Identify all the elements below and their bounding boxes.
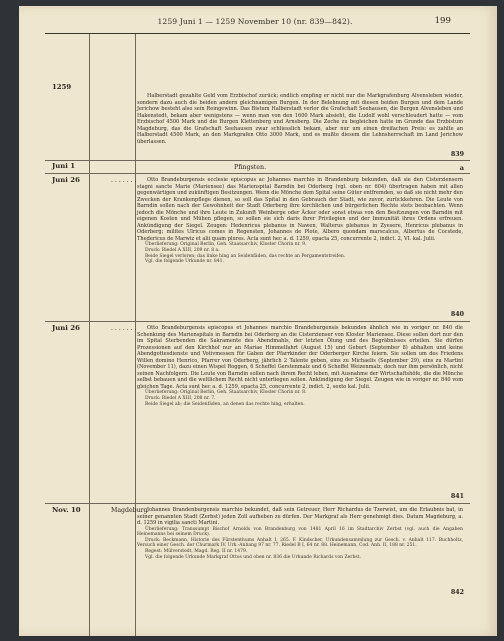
entry-date: Juni 1 (52, 162, 76, 170)
entry-841-body (137, 325, 463, 407)
book-page (19, 6, 497, 636)
place-column-divider (135, 34, 136, 636)
entry-note: Beide Siegel verloren; das linke hing an Seidenfäden, das rechte an Pergamentstreifen. (145, 253, 346, 259)
entry-842-body (137, 507, 463, 560)
entry-paragraph: Johannes Brandenburgensis marchio bekundet, daß sein Getreuer, Herr Richardus de Tzerwist, um die Erlaubnis bat, in seiner genannten Stadt (Zerbst) jeden Zoll aufheben zu dürfen. Der Markgraf als Herr genehmigt dies. Datum Magdeburg, a. d. 1259 in vigilia sancti Martini. (137, 507, 463, 527)
entry-note: Vgl. die folgende Urkunde Markgraf Ottos und oben nr. 836 die Urkunde Richards von Zerbst. (145, 554, 361, 560)
entry-840-body (137, 177, 463, 265)
entry-paragraph: Otto Brandeburgensis episcopus et Johannes marchio Brandeburgensis bekunden ähnlich wie in voriger nr. 840 die Schenkung des Marienspitals in Barndin bei Oderberg an die Cisterzienser von Kloster Mariensee. Diese sollen dort nur den im Spital Sterbenden die Sakramente des Abendmahls, der letzten Ölung und des Begräbnisses erteilen. Sie dürfen Prozessionen auf den Kirchhof nur an Mariae Himmelfahrt (August 15) und Geburt (September 8) abhalten und keine Abendgottesdienste und Votivmessen für Gaben der Pfarrkinder der Oderberger Kirche feiern. Sie sollen um des Friedens Willen domino Henrico, Pfarrer von Oderberg, jährlich 2 Talente geben, eins zu Michaelis (September 29), eins zu Martini (November 11), dazu einen Wispel Roggen, 6 Scheffel Gerstenmalz und 6 Scheffel Weizenmalz, doch nur ihm persönlich, nicht seinen Nachfolgern. Die Leute von Barndin sollen nach ihrem Recht leben, mit Ausnahme der Wirtschaftshöfe, die die Mönche selbst bebauen und die weltlichem Recht nicht unterliegen sollen. Ankündigung der Siegel. Zeugen wie in voriger nr. 840 vom gleichen Tage. Acta sunt hec a. d. 1259, epacta 25, concurrente 2, indict. 2, sexto kal. Julii. (137, 325, 463, 390)
entry-paragraph: Otto Brandeburgensis ecclesie episcopus ac Johannes marchio in Brandenburg bekunden, daß sie den Cisterziensern stagni sancte Marie (Mariensee) das Marienspital Barndin bei Oderberg (vgl. oben nr. 604) übertragen haben mit allen gegenwärtigen und zukünftigen Besitzungen. Wenn die Mönche dem Spital seine Güter entfremden, so daß sie nicht mehr den Zwecken der Krankenpflege dienen, so soll das Spital in den Gebrauch der Stadt, wie zuvor, zurückkehren. Die Leute von Barndin sollen nach der Gewohnheit der Stadt Oderberg ihre kirchlichen und bürgerlichen Rechte stets beobachten. Wenn jedoch die Mönche und ihre Leute in Zukunft Weinberge oder Äcker oder sonst etwas von den Besitzungen von Barndin mit eigenen Kosten und Mühen pflegen, so sollen sie sich daris ihrer Privilegien und der Immunität ihres Ordens erfreuen. Ankündigung der Siegel. Zeugen: Hedenricus plebanus in Nawen, Walterus plebanus in Zyesere, Henricus plebanus in Oderberg; milites Ulricus comes in Regensten, Johannes de Plote, Albero quondam marscalcus, Albertus de Cocstede, Thedericus de Marwiz et alii quam plures. Acta sunt hec a. d. 1259, epacta 25, concurrente 2, indict. 2, VI. kal. Julii. (137, 177, 463, 242)
running-header (19, 17, 497, 31)
page-number: 199 (434, 16, 451, 26)
entry-839-body (137, 93, 463, 145)
entry-separator (45, 503, 470, 504)
header-rule (45, 33, 470, 34)
entry-note: Überlieferung: Transsumpt Bischof Arnolds von Brandenburg von 1481 April 16 im Stadtarchiv Zerbst (vgl. auch die Angaben Heinemanns bei seinem Druck). (137, 526, 463, 538)
entry-number: a (459, 164, 464, 172)
entry-place: . . . . . . . (111, 325, 137, 332)
entry-separator (45, 160, 470, 161)
entry-date: Nov. 10 (52, 506, 81, 514)
entry-number: 840 (450, 311, 464, 318)
entry-separator (45, 173, 470, 174)
entry-note: Beide Siegel ab; die Seidenfäden, an denen das rechte hing, erhalten. (145, 401, 305, 407)
entry-date: 1259 (52, 83, 72, 91)
entry-number: 839 (450, 151, 464, 158)
entry-note: Regest: Mülverstedt, Magd. Reg. II nr. 1479. (145, 549, 248, 555)
entry-number: 842 (450, 589, 464, 596)
entry-note: Druck: Riedel A XIII, 208 nr. 7. (145, 396, 216, 402)
entry-note: Druck: Riedel A XIII, 209 nr. 8 a. (145, 248, 220, 254)
entry-place: Magdeburg (111, 507, 148, 514)
entry-paragraph: Halberstadt gezahlte Geld vom Erzbischof zurück; endlich empfing er nicht nur die Markgrafenburg Alvensleben wieder, sondern dazu auch die beiden andern gleichnamigen Burgen. In der Belehnung mit diesen beiden Burgen und dem Lande Jerichow besteht also sein Reingewinn. Das Bistum Halberstadt verlor die Grafschaft Seehausen, die Burgen Alvensleben und Hakenstedt, bekam aber wenigstens — wenn man von den 1600 Mark absieht, die Ludolf wohl verschleudert hatte — vom Erzbischof 4500 Mark und die Burgen Klettenberg und Arnsberg. Die Zeche zu begleichen hatte im Grunde das Erzbistum Magdeburg, das die Grafschaft Seehausen zwar schliesslich bekam, aber nur um einen dreifachen Preis: es zahlte an Halberstadt 4500 Mark, an den Markgrafen Otto 3000 Mark, und es mußte diesem die Lehnsherrschaft im Land Jerichow überlassen. (137, 93, 463, 145)
entry-note: Überlieferung: Original Berlin, Geh. Staatsarchiv, Kloster Chorin nr. 8. (145, 390, 307, 396)
entry-note: Druck: Beckmann, Historie des Fürstenthums Anhalt I, 265. F. Kindscher, Urkundensammlung zur Gesch. v. Anhalt 117. Buchholtz, Versuch einer Gesch. der Churmark IV, Urk.-Anhang 97 nr. 77. Riedel B I, 64 nr. 88. Heinemann, Cod. Anh. II, 188 nr. 251. (137, 537, 463, 549)
running-title: 1259 Juni 1 — 1259 November 10 (nr. 839—842). (157, 17, 353, 26)
entry-note: Vgl. die folgende Urkunde nr. 841. (145, 259, 224, 265)
entry-date: Juni 26 (52, 324, 80, 332)
entry-heading: Pfingsten. (234, 164, 267, 171)
entry-date: Juni 26 (52, 176, 80, 184)
entry-place: . . . . . . . (111, 177, 137, 184)
entry-note: Überlieferung: Original Berlin, Geh. Staatsarchiv, Kloster Chorin nr. 9. (145, 242, 307, 248)
date-column-divider (89, 34, 90, 636)
entry-separator (45, 321, 470, 322)
entry-number: 841 (450, 493, 464, 500)
